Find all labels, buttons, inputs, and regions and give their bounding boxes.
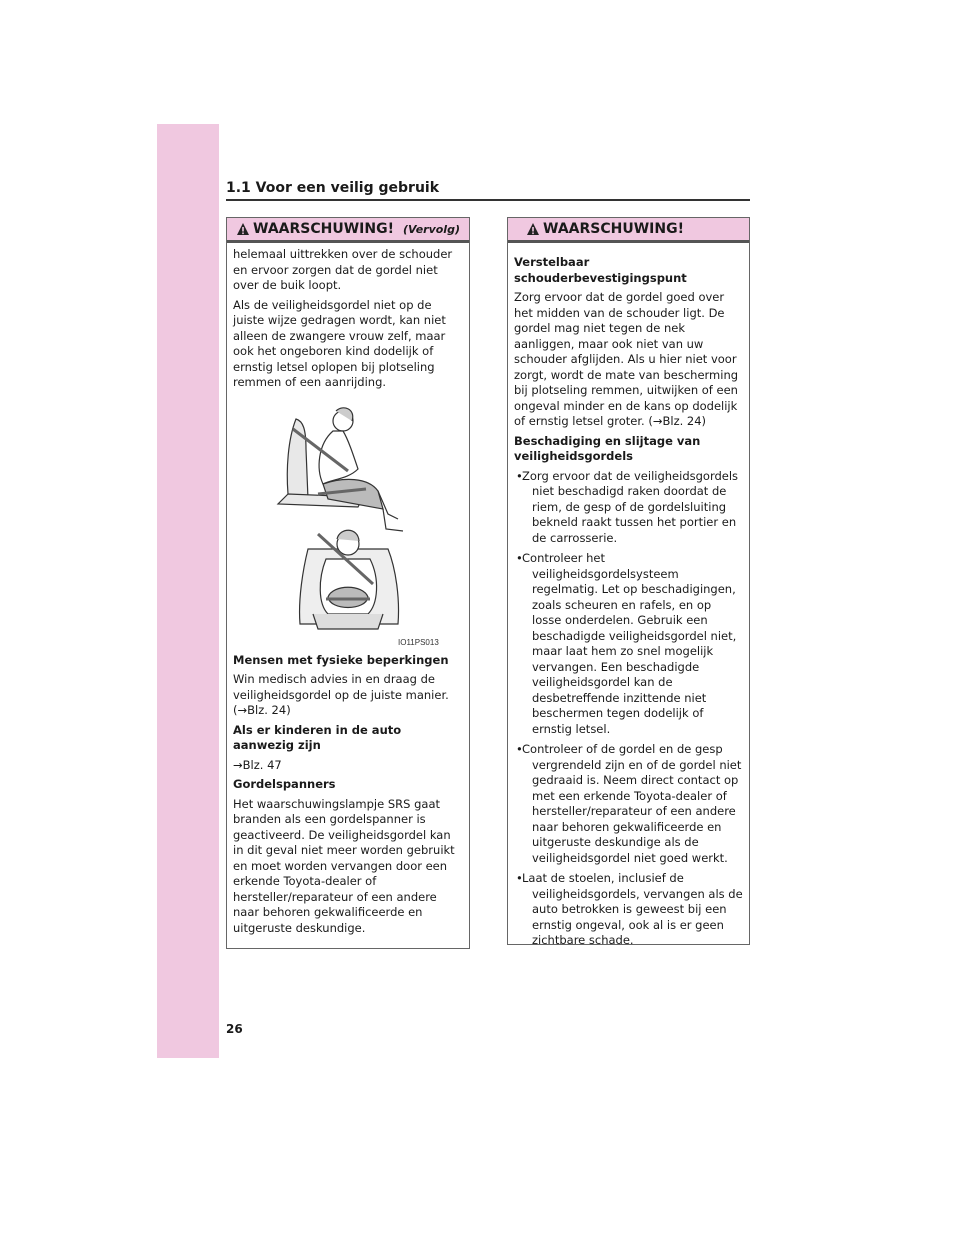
- warning-triangle-icon: [526, 222, 540, 236]
- warning-header: [508, 218, 749, 243]
- warning-triangle-icon: [236, 222, 250, 236]
- chapter-side-tab: [157, 124, 219, 1058]
- subheading: Als er kinderen in de auto aanwezig zijn: [233, 722, 402, 752]
- figure-code: IO11PS013: [398, 637, 439, 647]
- warning-box-continued: [226, 217, 470, 949]
- bullet-list: [514, 469, 743, 949]
- page-reference: →Blz. 47: [233, 757, 282, 772]
- list-item: • Laat de stoelen, inclusief de veiligheidsgordels, vervangen als de auto betrokken is geweest bij een ernstig ongeval, ook al is er geen zichtbare schade.: [514, 871, 743, 949]
- warning-content: [227, 243, 469, 944]
- list-item: • Zorg ervoor dat de veiligheidsgordels niet beschadigd raken doordat de riem, de gesp of de gordelsluiting bekneld raakt tussen het portier en de carrosserie.: [514, 469, 743, 547]
- paragraph: Zorg ervoor dat de gordel goed over het midden van de schouder ligt. De gordel mag niet tegen de nek aanliggen, maar ook niet van uw schouder afglijden. Als u hier niet voor zorgt, wordt de mate van bescherming bij plotseling remmen, uitwijken of een ongeval minder en de kans op dodelijk of ernstig letsel groter. (→Blz. 24): [514, 290, 739, 428]
- warning-box: [507, 217, 750, 945]
- subheading: Mensen met fysieke beperkingen: [233, 652, 449, 667]
- paragraph: Als de veiligheidsgordel niet op de juiste wijze gedragen wordt, kan niet alleen de zwangere vrouw zelf, maar ook het ongeboren kind dodelijk of ernstig letsel oplopen bij plotseling remmen of een aanrijding.: [233, 297, 446, 389]
- subheading: Gordelspanners: [233, 777, 336, 791]
- warning-title: WAARSCHUWING!: [253, 221, 394, 237]
- warning-title: WAARSCHUWING!: [543, 221, 684, 237]
- list-item: • Controleer het veiligheidsgordelsysteem regelmatig. Let op beschadigingen, zoals scheuren en rafels, en op losse onderdelen. Gebruik een beschadigde veiligheidsgordel niet, maar laat hem zo snel mogelijk vervangen. Een beschadigde veiligheidsgordel kan de desbetreffende inzittende niet beschermen tegen dodelijk of ernstig letsel.: [514, 551, 743, 737]
- list-item: • Controleer of de gordel en de gesp vergrendeld zijn en of de gordel niet gedraaid is. Neem direct contact op met een erkende Toyota-dealer of hersteller/reparateur of een andere naar behoren gekwalificeerde en uitgeruste deskundige als de veiligheidsgordel niet goed werkt.: [514, 742, 743, 866]
- warning-continued-label: (Vervolg): [402, 222, 460, 236]
- pregnant-seatbelt-illustration: [248, 399, 448, 649]
- subheading: Verstelbaar schouderbevestigingspunt: [514, 255, 687, 285]
- paragraph: Het waarschuwingslampje SRS gaat branden als een gordelspanner is geactiveerd. De veiligheidsgordel kan in dit geval niet meer worden gebruikt en moet worden vervangen door een erkende Toyota-dealer of hersteller/reparateur of een andere naar behoren gekwalificeerde en uitgeruste deskundige.: [233, 796, 455, 935]
- warning-content: [508, 243, 749, 958]
- subheading: Beschadiging en slijtage van veiligheidsgordels: [514, 433, 701, 463]
- section-title: 1.1 Voor een veilig gebruik: [226, 180, 440, 196]
- paragraph: Win medisch advies in en draag de veiligheidsgordel op de juiste manier. (→Blz. 24): [233, 672, 449, 717]
- section-divider: [226, 199, 750, 201]
- warning-header: [227, 218, 469, 243]
- page-number: 26: [226, 1022, 243, 1036]
- paragraph: helemaal uittrekken over de schouder en ervoor zorgen dat de gordel niet over de buik loopt.: [233, 247, 453, 292]
